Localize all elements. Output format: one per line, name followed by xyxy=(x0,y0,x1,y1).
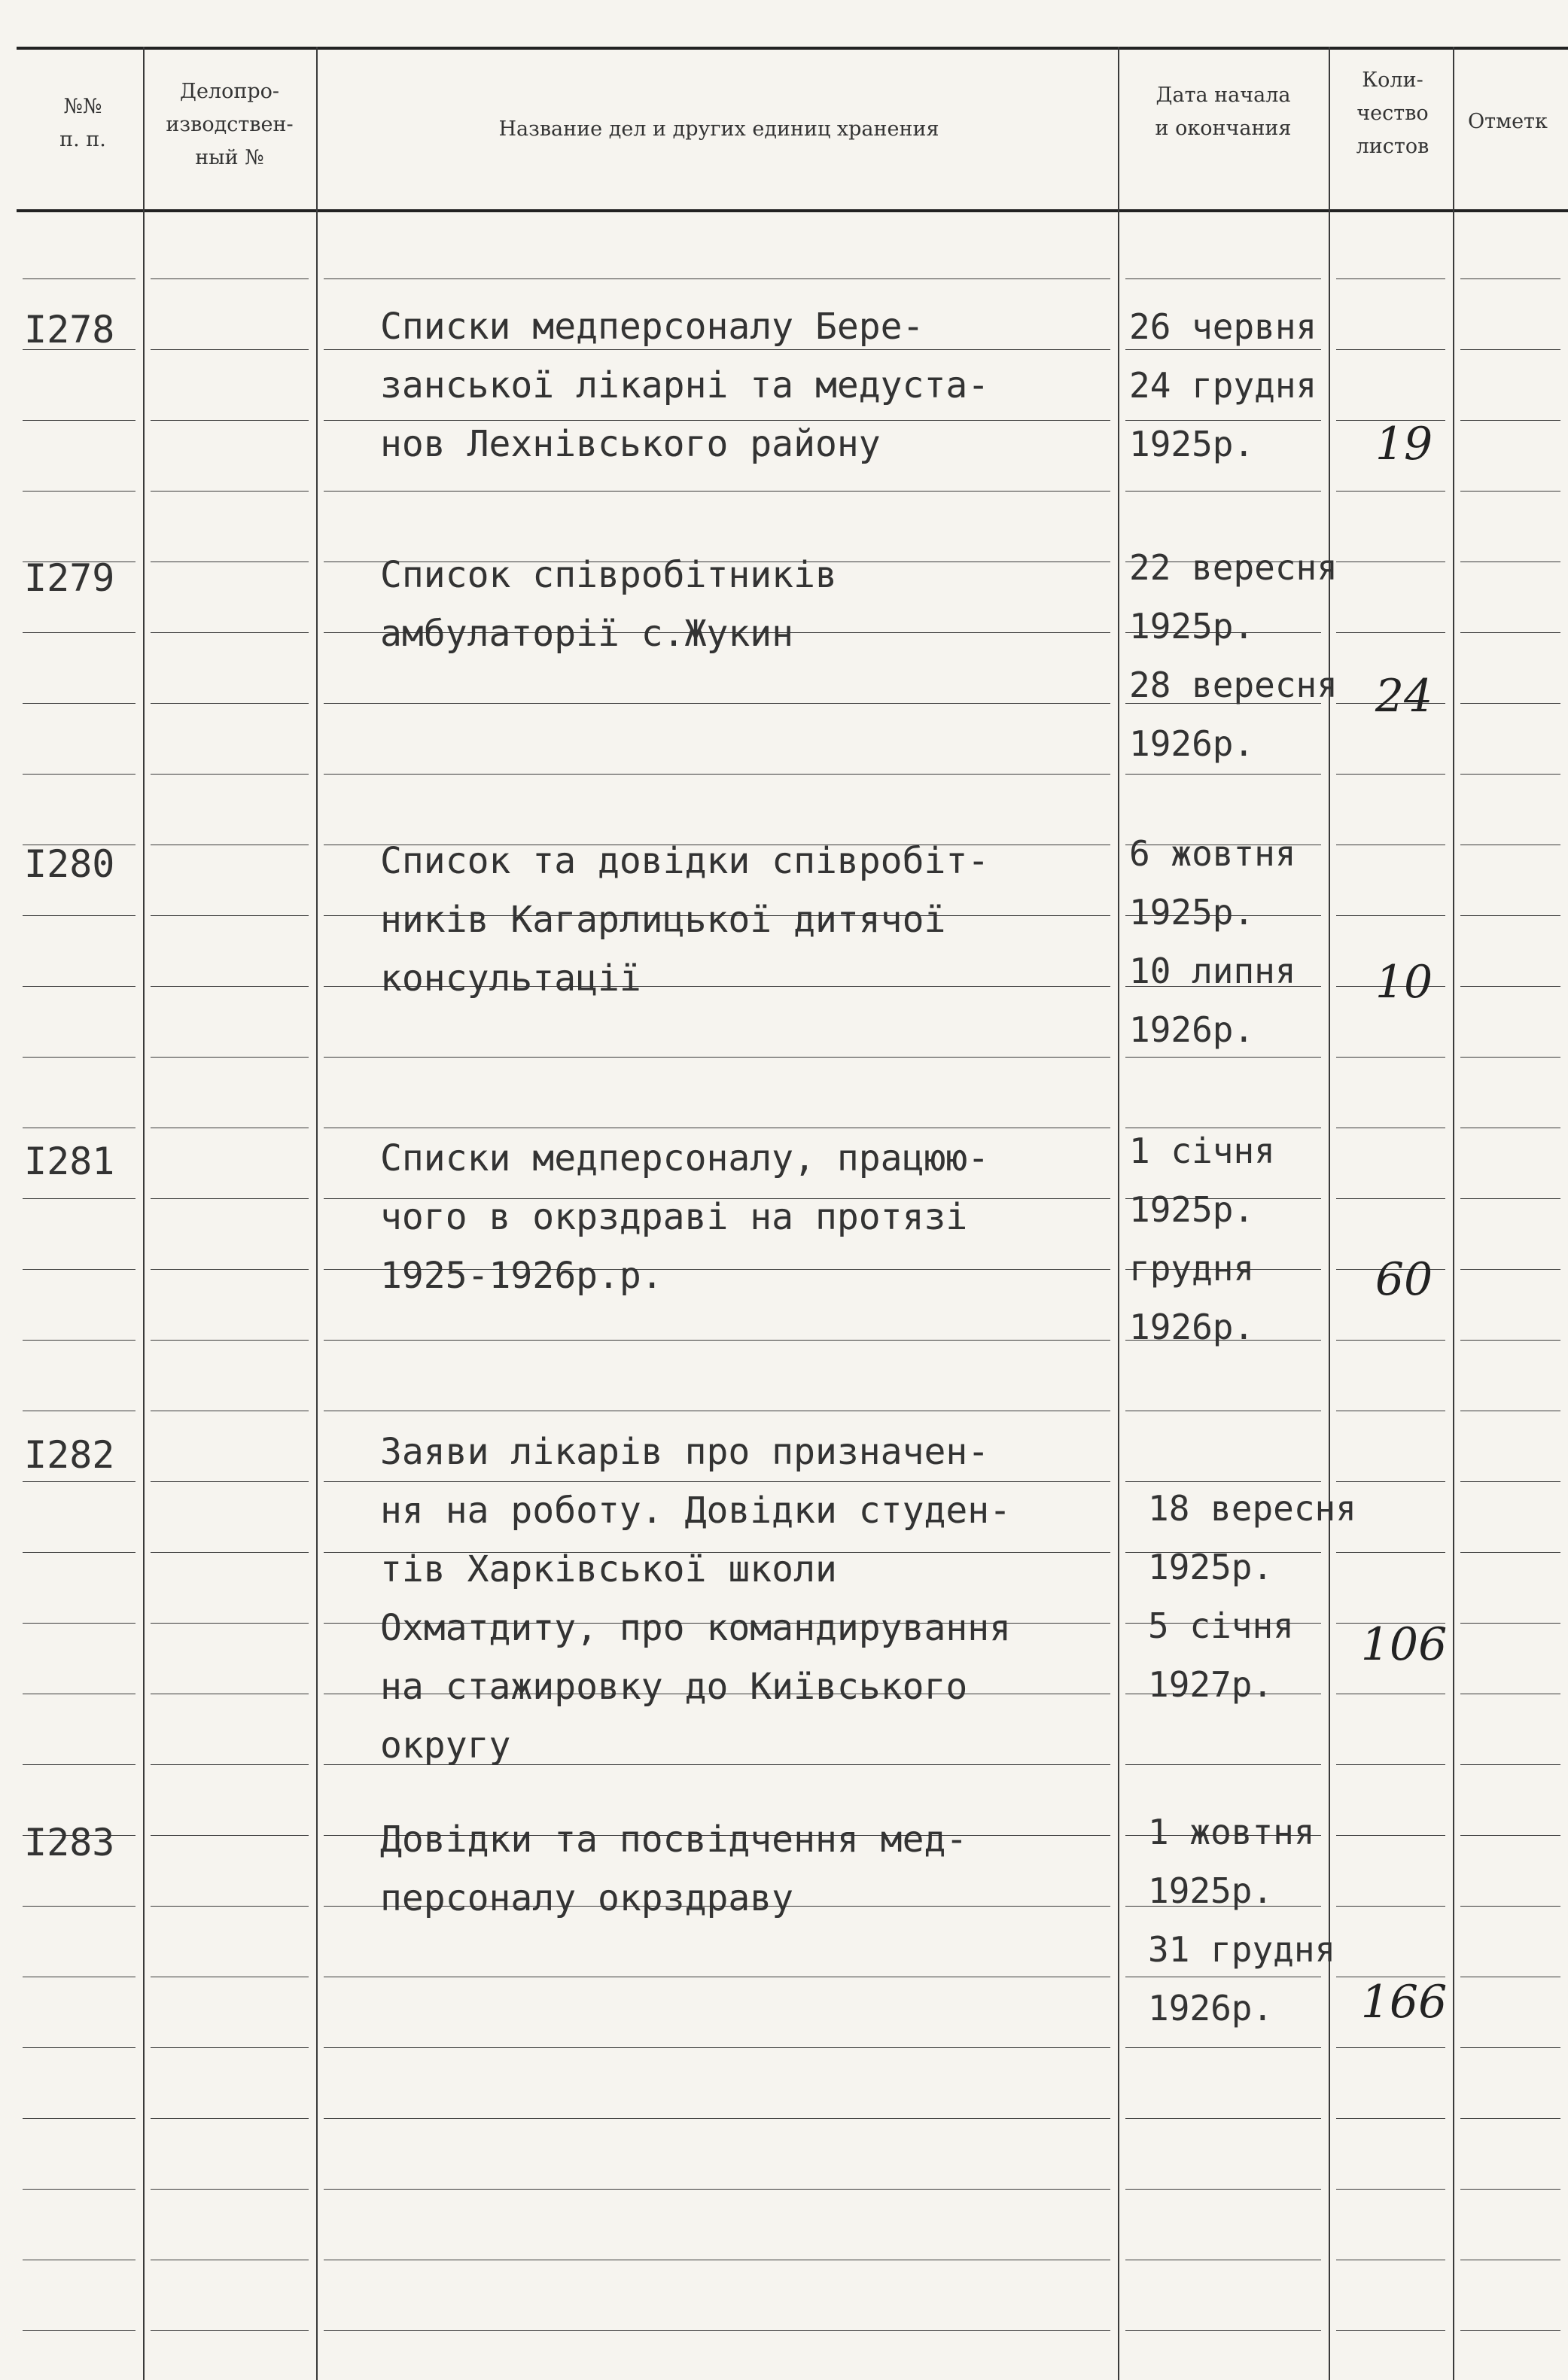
ruled-line xyxy=(151,349,309,350)
record-dates: 18 вересня 1925р. 5 січня 1927р. xyxy=(1148,1488,1356,1705)
ruled-line xyxy=(151,278,309,279)
ruled-line xyxy=(324,2047,1110,2048)
record-sheet-count: 166 xyxy=(1360,1976,1448,2028)
ruled-line xyxy=(1336,1764,1445,1765)
ruled-line xyxy=(23,2330,135,2331)
ruled-line xyxy=(1125,2047,1321,2048)
ruled-line xyxy=(151,1764,309,1765)
record-sheet-count: 60 xyxy=(1375,1253,1433,1306)
record-title: Списки медперсоналу Бере- занської лікарні та медуста- нов Лехнівського району xyxy=(380,306,990,465)
ruled-line xyxy=(23,1481,135,1482)
ruled-line xyxy=(324,774,1110,775)
ruled-line xyxy=(1125,2189,1321,2190)
header-sheets-column: Коли- чество листов xyxy=(1356,68,1429,158)
ruled-line xyxy=(23,1552,135,1553)
ruled-line xyxy=(151,1269,309,1270)
header-number-column: №№ п. п. xyxy=(59,95,106,151)
ruled-line xyxy=(1460,632,1560,633)
record-number: I279 xyxy=(24,556,115,600)
ruled-line xyxy=(324,703,1110,704)
ruled-line xyxy=(1460,1198,1560,1199)
ruled-line xyxy=(23,915,135,916)
ruled-line xyxy=(1125,2118,1321,2119)
record-sheet-count: 19 xyxy=(1375,418,1433,470)
ruled-line xyxy=(23,1057,135,1058)
record-sheet-count: 24 xyxy=(1375,670,1433,723)
ruled-line xyxy=(1336,2047,1445,2048)
ruled-line xyxy=(1460,349,1560,350)
ruled-line xyxy=(1125,491,1321,492)
ruled-line xyxy=(1125,1764,1321,1765)
record-sheet-count: 106 xyxy=(1360,1618,1448,1671)
ruled-line xyxy=(1460,774,1560,775)
ruled-line xyxy=(1460,1835,1560,1836)
ruled-line xyxy=(151,703,309,704)
ruled-line xyxy=(1460,915,1560,916)
ruled-line xyxy=(151,1198,309,1199)
ruled-line xyxy=(151,1340,309,1341)
ruled-line xyxy=(1460,986,1560,987)
ruled-line xyxy=(151,986,309,987)
ruled-line xyxy=(23,2189,135,2190)
ruled-line xyxy=(1460,703,1560,704)
header-bottom-border xyxy=(17,209,1568,212)
ruled-line xyxy=(324,491,1110,492)
ruled-line xyxy=(23,2047,135,2048)
ruled-line xyxy=(1336,2118,1445,2119)
ruled-line xyxy=(23,774,135,775)
ruled-line xyxy=(151,2189,309,2190)
ruled-line xyxy=(1460,420,1560,421)
ruled-line xyxy=(1460,2330,1560,2331)
ruled-line xyxy=(23,703,135,704)
ruled-line xyxy=(151,2118,309,2119)
column-divider xyxy=(143,47,145,2380)
ruled-line xyxy=(151,1623,309,1624)
record-title: Списки медперсоналу, працюю- чого в окрздраві на протязі 1925-1926р.р. xyxy=(380,1137,990,1297)
ruled-line xyxy=(23,986,135,987)
ruled-line xyxy=(23,632,135,633)
ruled-line xyxy=(151,632,309,633)
ruled-line xyxy=(324,2189,1110,2190)
ruled-line xyxy=(1460,2047,1560,2048)
ruled-line xyxy=(151,2330,309,2331)
ruled-line xyxy=(151,915,309,916)
ruled-line xyxy=(23,420,135,421)
record-dates: 22 вересня 1925р. 28 вересня 1926р. xyxy=(1129,547,1338,764)
ruled-line xyxy=(1460,1906,1560,1907)
ruled-line xyxy=(1125,2330,1321,2331)
record-dates: 1 січня 1925р. грудня 1926р. xyxy=(1129,1131,1275,1347)
header-notes-column: Отметк xyxy=(1468,110,1548,133)
ruled-line xyxy=(324,2330,1110,2331)
ruled-line xyxy=(151,420,309,421)
column-divider xyxy=(1453,47,1454,2380)
ruled-line xyxy=(151,1481,309,1482)
record-title: Список співробітників амбулаторії с.Жукин xyxy=(380,554,837,655)
ruled-line xyxy=(1460,1269,1560,1270)
ruled-line xyxy=(1125,774,1321,775)
ruled-line xyxy=(1460,1623,1560,1624)
ruled-line xyxy=(23,491,135,492)
ruled-line xyxy=(1460,1481,1560,1482)
header-title-column: Название дел и других единиц хранения xyxy=(498,117,939,141)
ruled-line xyxy=(23,1340,135,1341)
record-dates: 1 жовтня 1925р. 31 грудня 1926р. xyxy=(1148,1812,1336,2028)
ruled-line xyxy=(1460,2189,1560,2190)
header-date-column: Дата начала и окончания xyxy=(1155,84,1292,140)
table-top-border xyxy=(17,47,1568,50)
ruled-line xyxy=(1460,1552,1560,1553)
ruled-line xyxy=(324,278,1110,279)
ruled-line xyxy=(1336,491,1445,492)
ruled-line xyxy=(151,1835,309,1836)
ruled-line xyxy=(23,1198,135,1199)
ruled-line xyxy=(151,1906,309,1907)
ruled-line xyxy=(324,1340,1110,1341)
record-number: I283 xyxy=(24,1821,115,1864)
ruled-line xyxy=(1460,278,1560,279)
record-title: Заяви лікарів про призначен- ня на роботу. Довідки студен- тів Харківської школи Охматдиту, про командирування на стажировку до Київського округу xyxy=(380,1431,1012,1767)
ruled-line xyxy=(1125,278,1321,279)
ruled-line xyxy=(23,1623,135,1624)
record-dates: 6 жовтня 1925р. 10 липня 1926р. xyxy=(1129,833,1296,1050)
ruled-line xyxy=(151,2047,309,2048)
ruled-line xyxy=(23,2118,135,2119)
ruled-line xyxy=(1460,491,1560,492)
ruled-line xyxy=(23,1269,135,1270)
record-number: I281 xyxy=(24,1140,115,1183)
ruled-line xyxy=(23,1764,135,1765)
ruled-line xyxy=(151,491,309,492)
ruled-line xyxy=(1336,2330,1445,2331)
record-number: I278 xyxy=(24,308,115,352)
ruled-line xyxy=(1460,1057,1560,1058)
ruled-line xyxy=(1460,2118,1560,2119)
ruled-line xyxy=(23,278,135,279)
ruled-line xyxy=(1460,1764,1560,1765)
ruled-line xyxy=(1336,774,1445,775)
ruled-line xyxy=(1336,278,1445,279)
header-office-number-column: Делопро- изводствен- ный № xyxy=(166,80,294,169)
ruled-line xyxy=(324,2118,1110,2119)
ruled-line xyxy=(151,774,309,775)
record-sheet-count: 10 xyxy=(1375,956,1433,1009)
ruled-line xyxy=(1336,2189,1445,2190)
record-title: Список та довідки співробіт- ників Кагарлицької дитячої консультації xyxy=(380,840,990,1000)
record-title: Довідки та посвідчення мед- персоналу окрздраву xyxy=(380,1818,968,1919)
ruled-line xyxy=(324,1057,1110,1058)
ruled-line xyxy=(1460,1340,1560,1341)
column-divider xyxy=(1118,47,1119,2380)
record-number: I282 xyxy=(24,1433,115,1477)
record-number: I280 xyxy=(24,842,115,886)
ruled-line xyxy=(151,1552,309,1553)
ruled-line xyxy=(23,1906,135,1907)
column-divider xyxy=(316,47,318,2380)
record-dates: 26 червня 24 грудня 1925р. xyxy=(1129,306,1317,464)
ruled-line xyxy=(151,1057,309,1058)
